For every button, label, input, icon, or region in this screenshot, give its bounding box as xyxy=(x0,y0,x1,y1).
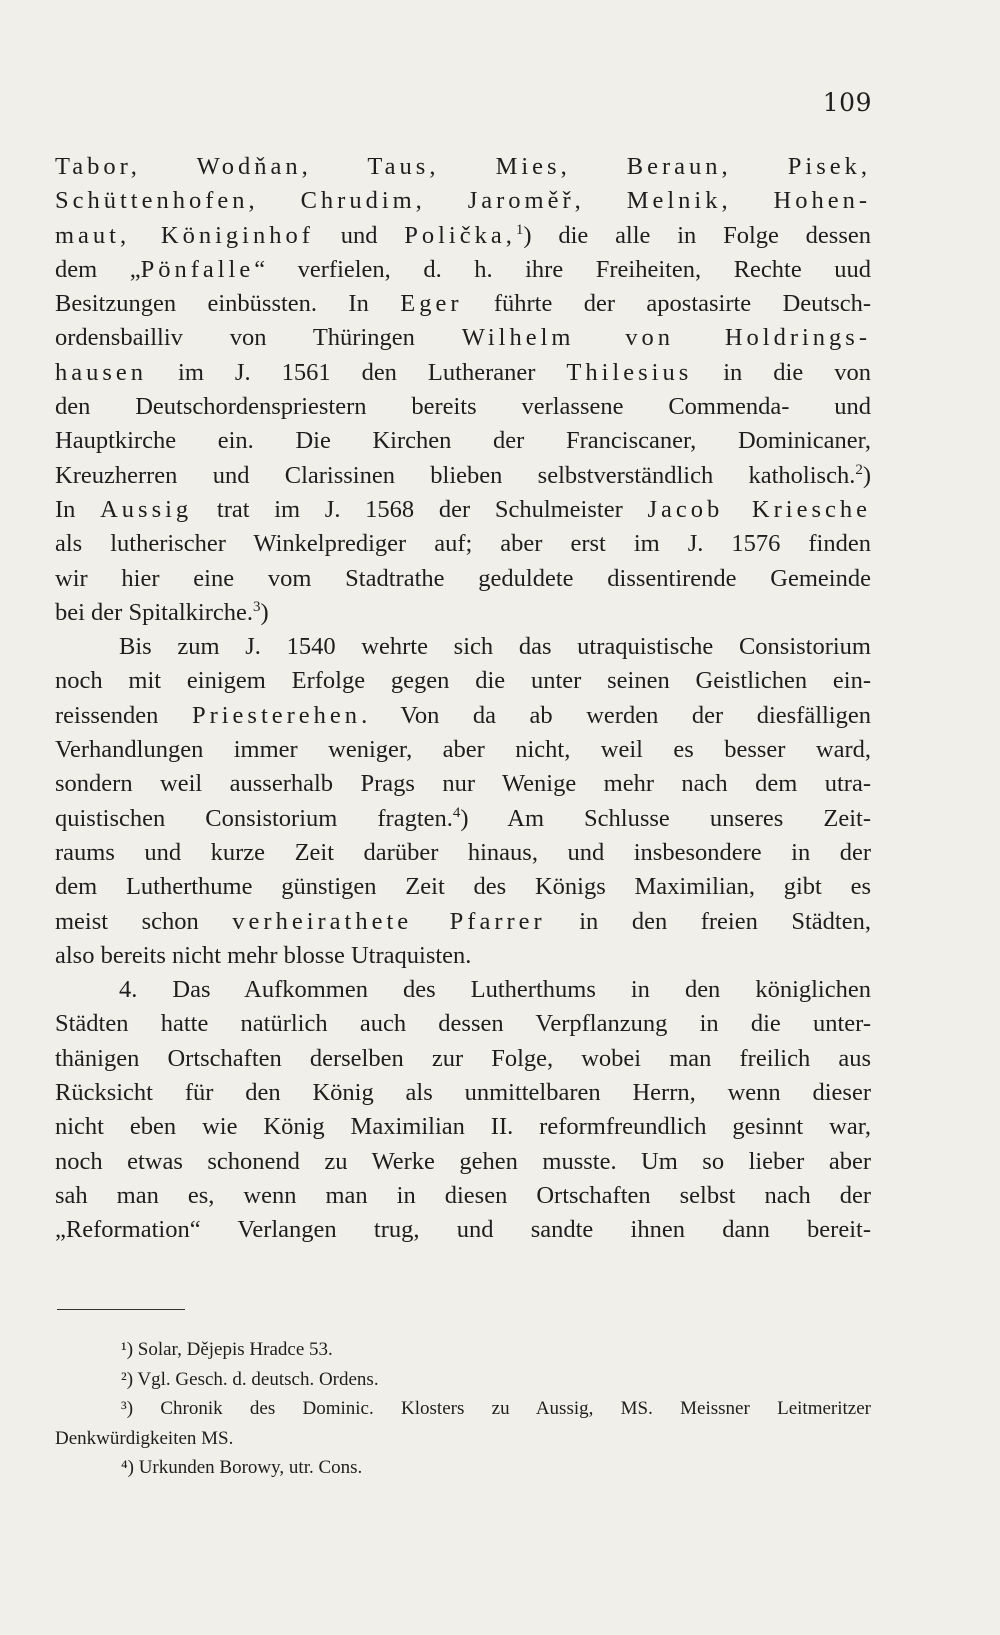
footnote-line: ¹) Solar, Dějepis Hradce 53. xyxy=(121,1339,333,1360)
footnote-ref: 2 xyxy=(855,461,863,478)
text-line xyxy=(55,390,871,424)
text-run: also bereits nicht mehr blosse Utraquisten. xyxy=(55,941,472,969)
footnote-line: ²) Vgl. Gesch. d. deutsch. Ordens. xyxy=(121,1368,379,1390)
footnote-ref: 3 xyxy=(252,598,261,615)
text-line xyxy=(55,253,871,287)
text-line xyxy=(55,424,871,458)
text-line xyxy=(55,973,871,1007)
text-run: in den freien Städten, xyxy=(545,907,871,935)
text-run: ) xyxy=(260,598,269,626)
text-run: bei der Spitalkirche. xyxy=(55,598,253,626)
spaced-text: Priesterehen xyxy=(191,701,362,729)
text-run: Verhandlungen immer weniger, aber nicht, weil es besser ward, xyxy=(55,736,871,764)
text-line xyxy=(55,493,871,527)
text-line xyxy=(55,870,871,904)
text-line xyxy=(55,733,871,767)
body-text xyxy=(55,150,871,1248)
text-run: in die von xyxy=(692,358,871,386)
text-line xyxy=(55,1076,871,1110)
text-run: 4. Das Aufkommen des Lutherthums in den königlichen xyxy=(119,976,871,1004)
text-run: ) die alle in Folge dessen xyxy=(523,221,872,249)
text-run: wir hier eine vom Stadtrathe geduldete dissentirende Gemeinde xyxy=(55,564,871,592)
text-run: quistischen Consistorium fragten. xyxy=(55,804,453,832)
text-line xyxy=(55,802,871,836)
spaced-text: Schüttenhofen, Chrudim, Jaroměř, Melnik, Hohen- xyxy=(55,187,871,215)
text-run: ) xyxy=(862,461,871,489)
text-line xyxy=(55,562,871,596)
text-run: thänigen Ortschaften derselben zur Folge, wobei man freilich aus xyxy=(55,1044,871,1072)
text-run: nicht eben wie König Maximilian II. reformfreundlich gesinnt war, xyxy=(55,1113,871,1141)
text-line xyxy=(55,184,871,218)
text-run: noch mit einigem Erfolge gegen die unter seinen Geistlichen ein- xyxy=(55,667,871,695)
text-line xyxy=(55,1145,871,1179)
spaced-text: hausen xyxy=(55,358,148,386)
text-line xyxy=(55,905,871,939)
text-run: den Deutschordenspriestern bereits verlassene Commenda- und xyxy=(55,393,871,421)
spaced-text: Polička, xyxy=(404,221,516,249)
text-run: und xyxy=(313,221,405,249)
spaced-text: Tabor, Wodňan, Taus, Mies, Beraun, Pisek, xyxy=(55,153,871,180)
spaced-text: Wilhelm von Holdrings- xyxy=(461,324,871,352)
text-line xyxy=(55,459,871,493)
text-run: meist schon xyxy=(55,907,233,935)
text-line xyxy=(55,1213,871,1247)
spaced-text: verheirathete Pfarrer xyxy=(232,907,546,935)
footnote-line: Denkwürdigkeiten MS. xyxy=(55,1427,234,1449)
spaced-text: Jacob Kriesche xyxy=(647,495,871,523)
text-line xyxy=(55,219,871,253)
text-run: sondern weil ausserhalb Prags nur Wenige mehr nach dem utra- xyxy=(55,770,871,798)
text-run: Städten hatte natürlich auch dessen Verpflanzung in die unter- xyxy=(55,1010,871,1038)
spaced-text: Eger xyxy=(400,290,463,318)
text-run: raums und kurze Zeit darüber hinaus, und insbesondere in der xyxy=(55,838,871,866)
text-run: reissenden xyxy=(55,701,192,729)
text-run: dem Lutherthume günstigen Zeit des Königs Maximilian, gibt es xyxy=(55,873,871,901)
text-line xyxy=(55,527,871,561)
text-line xyxy=(55,699,871,733)
text-line xyxy=(55,1179,871,1213)
text-run: trat im J. 1568 der Schulmeister xyxy=(192,495,648,523)
footnote-line: ⁴) Urkunden Borowy, utr. Cons. xyxy=(121,1457,363,1478)
spaced-text: Thilesius xyxy=(566,358,693,386)
text-line xyxy=(55,356,871,390)
spaced-text: Pönfalle xyxy=(140,255,255,283)
page-number: 109 xyxy=(822,88,872,117)
text-line xyxy=(55,767,871,801)
text-line xyxy=(55,1110,871,1144)
text-run: im J. 1561 den Lutheraner xyxy=(147,358,567,386)
footnote-ref: 1 xyxy=(515,221,524,238)
text-line xyxy=(55,664,871,698)
spaced-text: Aussig xyxy=(100,495,193,523)
text-run: als lutherischer Winkelprediger auf; aber erst im J. 1576 finden xyxy=(55,530,871,558)
text-run: . Von da ab werden der diesfälligen xyxy=(361,701,871,729)
text-run: In xyxy=(55,495,101,523)
text-run: ordensbailliv von Thüringen xyxy=(55,324,462,352)
text-run: Rücksicht für den König als unmittelbaren Herrn, wenn dieser xyxy=(55,1079,871,1107)
text-run: Kreuzherren und Clarissinen blieben selbstverständlich katholisch. xyxy=(55,461,856,489)
text-run: “ verfielen, d. h. ihre Freiheiten, Rechte uud xyxy=(254,255,871,283)
footnote-line: ³) Chronik des Dominic. Klosters zu Aussig, MS. Meissner Leitmeritzer xyxy=(121,1398,871,1419)
text-run: noch etwas schonend zu Werke gehen musste. Um so lieber aber xyxy=(55,1147,871,1175)
text-line xyxy=(55,596,871,630)
text-line xyxy=(55,287,871,321)
footnotes xyxy=(55,1335,871,1483)
text-run: Besitzungen einbüssten. In xyxy=(55,290,401,318)
text-run: ) Am Schlusse unseres Zeit- xyxy=(460,804,871,832)
text-line xyxy=(55,1042,871,1076)
text-run: Bis zum J. 1540 wehrte sich das utraquistische Consistorium xyxy=(119,633,871,661)
text-line xyxy=(55,836,871,870)
text-line xyxy=(55,630,871,664)
text-run: führte der apostasirte Deutsch- xyxy=(462,290,872,318)
text-run: Hauptkirche ein. Die Kirchen der Franciscaner, Dominicaner, xyxy=(55,427,871,455)
footnote-ref: 4 xyxy=(452,804,461,821)
spaced-text: maut, Königinhof xyxy=(55,221,314,249)
text-run: dem „ xyxy=(55,255,141,283)
text-line xyxy=(55,321,871,355)
footnote-separator xyxy=(57,1309,185,1310)
text-line xyxy=(55,1007,871,1041)
text-run: „Reformation“ Verlangen trug, und sandte ihnen dann bereit- xyxy=(55,1216,871,1244)
text-line xyxy=(55,150,871,184)
text-line xyxy=(55,939,871,973)
text-run: sah man es, wenn man in diesen Ortschaften selbst nach der xyxy=(55,1181,871,1209)
